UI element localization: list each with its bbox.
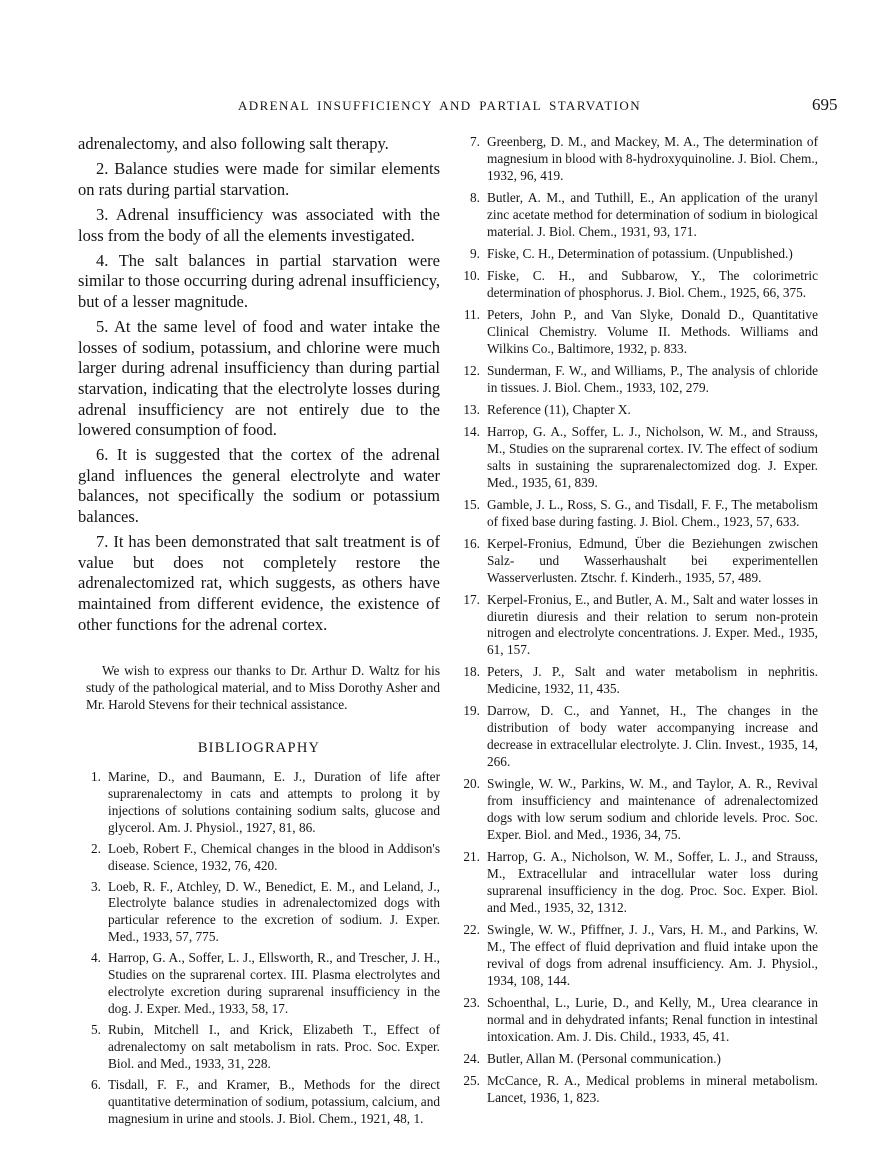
acknowledgment: We wish to express our thanks to Dr. Arthur D. Waltz for his study of the pathological material, and to Miss Dorothy Asher and Mr. Harold Stevens for their technical assistance.	[86, 663, 440, 713]
summary-continuation: adrenalectomy, and also following salt therapy.	[78, 134, 389, 153]
reference-number: 23.	[463, 994, 480, 1010]
reference-number: 5.	[91, 1022, 101, 1037]
reference-number: 25.	[463, 1072, 480, 1088]
reference-text: Marine, D., and Baumann, E. J., Duration of life after suprarenalectomy in cats and attempts to prolong it by injections of solutions containing sodium salts, glucose and glycerol. Am. J. Physiol., 1927, 81, 86.	[108, 768, 440, 835]
reference-item	[456, 922, 818, 990]
reference-text: Fiske, C. H., and Subbarow, Y., The colorimetric determination of phosphorus. J. Biol. Chem., 1925, 66, 375.	[487, 267, 818, 300]
left-column	[78, 134, 440, 1132]
reference-text: Swingle, W. W., Pfiffner, J. J., Vars, H. M., and Parkins, W. M., The effect of fluid deprivation and fluid intake upon the revival of dogs from adrenal insufficiency. Am. J. Physiol., 1934, 108, 144.	[487, 921, 818, 988]
reference-number: 10.	[463, 267, 480, 283]
right-column	[456, 134, 818, 1112]
summary-point: 7. It has been demonstrated that salt treatment is of value but does not completely restore the adrenalectomized rat, which suggests, as others have maintained from different evidence, the existence of other functions for the adrenal cortex.	[78, 532, 440, 634]
reference-list-right	[456, 134, 818, 1107]
summary-point: 2. Balance studies were made for similar elements on rats during partial starvation.	[78, 159, 440, 199]
reference-item	[78, 879, 440, 947]
reference-text: Sunderman, F. W., and Williams, P., The analysis of chloride in tissues. J. Biol. Chem., 1933, 102, 279.	[487, 362, 818, 395]
reference-item	[78, 950, 440, 1018]
reference-item	[78, 769, 440, 837]
summary-point: 3. Adrenal insufficiency was associated with the loss from the body of all the elements investigated.	[78, 204, 440, 245]
reference-number: 17.	[463, 591, 480, 607]
reference-number: 9.	[470, 245, 480, 261]
reference-number: 20.	[463, 776, 480, 792]
reference-item	[456, 363, 818, 397]
reference-text: Harrop, G. A., Nicholson, W. M., Soffer, L. J., and Strauss, M., Extracellular and intracellular water loss during suprarenal insufficiency in the dog. Proc. Soc. Exper. Biol. and Med., 1935, 32, 1312.	[487, 849, 818, 915]
summary-point: 5. At the same level of food and water intake the losses of sodium, potassium, and chlorine were much larger during adrenal insufficiency than during partial starvation, indicating that the electrolyte losses during adrenal insufficiency are not entirely due to the lowered consumption of food.	[78, 317, 440, 440]
reference-item	[456, 1051, 818, 1068]
reference-item	[78, 841, 440, 875]
reference-item	[456, 776, 818, 844]
reference-text: Butler, A. M., and Tuthill, E., An application of the uranyl zinc acetate method for determination of sodium in biological material. J. Biol. Chem., 1931, 93, 171.	[487, 189, 818, 239]
reference-number: 13.	[463, 401, 480, 417]
reference-number: 24.	[463, 1050, 480, 1066]
reference-item	[456, 703, 818, 771]
reference-number: 15.	[463, 496, 480, 512]
reference-number: 16.	[463, 535, 480, 551]
reference-item	[456, 849, 818, 917]
reference-item	[456, 497, 818, 531]
reference-text: Butler, Allan M. (Personal communication.)	[487, 1050, 721, 1066]
reference-item	[456, 995, 818, 1046]
reference-text: Gamble, J. L., Ross, S. G., and Tisdall, F. F., The metabolism of fixed base during fasting. J. Biol. Chem., 1923, 57, 633.	[487, 496, 818, 529]
reference-item	[456, 592, 818, 660]
reference-number: 21.	[463, 849, 480, 865]
reference-text: Schoenthal, L., Lurie, D., and Kelly, M., Urea clearance in normal and in dehydrated infants; Renal function in intestinal intoxication. Am. J. Dis. Child., 1933, 45, 41.	[487, 994, 818, 1044]
reference-item	[456, 246, 818, 263]
reference-text: Darrow, D. C., and Yannet, H., The changes in the distribution of body water accompanying increase and decrease in extracellular electrolyte. J. Clin. Invest., 1935, 14, 266.	[487, 703, 818, 770]
summary	[78, 134, 440, 635]
reference-text: Harrop, G. A., Soffer, L. J., Nicholson, W. M., and Strauss, M., Studies on the suprarenal cortex. IV. The effect of sodium salts in sustaining the suprarenalectomized dog. J. Exper. Med., 1935, 61, 839.	[487, 423, 818, 490]
reference-number: 14.	[463, 423, 480, 439]
reference-text: Peters, J. P., Salt and water metabolism in nephritis. Medicine, 1932, 11, 435.	[487, 664, 818, 697]
reference-number: 2.	[91, 840, 101, 856]
reference-item	[456, 664, 818, 698]
reference-number: 7.	[470, 134, 480, 149]
reference-number: 12.	[463, 362, 480, 378]
reference-item	[456, 268, 818, 302]
reference-number: 8.	[470, 189, 480, 205]
reference-text: Kerpel-Fronius, E., and Butler, A. M., Salt and water losses in diuretin diuresis and their relation to serum non-protein nitrogen and electrolyte concentrations. J. Exper. Med., 1935, 61, 157.	[487, 591, 818, 658]
reference-number: 1.	[91, 768, 101, 784]
reference-item	[78, 1022, 440, 1073]
reference-item	[456, 190, 818, 241]
reference-number: 6.	[91, 1076, 101, 1092]
reference-item	[456, 424, 818, 492]
reference-item	[456, 402, 818, 419]
reference-text: Tisdall, F. F., and Kramer, B., Methods for the direct quantitative determination of sodium, potassium, calcium, and magnesium in urine and stools. J. Biol. Chem., 1921, 48, 1.	[108, 1076, 440, 1126]
reference-text: Loeb, R. F., Atchley, D. W., Benedict, E. M., and Leland, J., Electrolyte balance studies in adrenalectomized dogs with particular reference to the excretion of sodium. J. Exper. Med., 1933, 57, 775.	[108, 878, 440, 945]
summary-point: 4. The salt balances in partial starvation were similar to those occurring during adrenal insufficiency, but of a lesser magnitude.	[78, 250, 440, 311]
reference-number: 22.	[463, 921, 480, 937]
reference-text: Greenberg, D. M., and Mackey, M. A., The determination of magnesium in blood with 8-hydroxyquinoline. J. Biol. Chem., 1932, 96, 419.	[487, 134, 818, 183]
reference-number: 18.	[463, 664, 480, 680]
reference-text: Rubin, Mitchell I., and Krick, Elizabeth T., Effect of adrenalectomy on salt metabolism in rats. Proc. Soc. Exper. Biol. and Med., 1933, 31, 228.	[108, 1022, 440, 1071]
reference-number: 3.	[91, 878, 101, 894]
reference-number: 11.	[463, 306, 480, 322]
summary-point: 6. It is suggested that the cortex of the adrenal gland influences the general electrolyte and water balances, not specifically the sodium or potassium balances.	[78, 445, 440, 527]
page-number: 695	[812, 95, 838, 114]
reference-text: Reference (11), Chapter X.	[487, 401, 631, 417]
reference-item	[456, 134, 818, 185]
reference-item	[78, 1077, 440, 1128]
reference-item	[456, 536, 818, 587]
reference-item	[456, 1073, 818, 1107]
reference-text: McCance, R. A., Medical problems in mineral metabolism. Lancet, 1936, 1, 823.	[487, 1072, 818, 1105]
reference-text: Swingle, W. W., Parkins, W. M., and Taylor, A. R., Revival from insufficiency and maintenance of adrenalectomized dogs with low serum sodium and chloride levels. Proc. Soc. Exper. Biol. and Med., 1936, 34, 75.	[487, 776, 818, 842]
reference-text: Harrop, G. A., Soffer, L. J., Ellsworth, R., and Trescher, J. H., Studies on the suprarenal cortex. III. Plasma electrolytes and electrolyte excretion during suprarenal insufficiency in the dog. J. Exper. Med., 1933, 58, 17.	[108, 950, 440, 1016]
reference-number: 19.	[463, 703, 480, 719]
reference-text: Peters, John P., and Van Slyke, Donald D., Quantitative Clinical Chemistry. Volume II. Methods. Williams and Wilkins Co., Baltimore, 1932, p. 833.	[487, 306, 818, 356]
running-head: ADRENAL INSUFFICIENCY AND PARTIAL STARVATION	[238, 98, 641, 113]
reference-item	[456, 307, 818, 358]
reference-text: Fiske, C. H., Determination of potassium. (Unpublished.)	[487, 245, 793, 261]
reference-text: Kerpel-Fronius, Edmund, Über die Beziehungen zwischen Salz- und Wasserhaushalt bei experimentellen Wasserverlusten. Ztschr. f. Kinderh., 1935, 57, 489.	[487, 535, 818, 585]
bibliography-heading: BIBLIOGRAPHY	[197, 739, 321, 756]
reference-text: Loeb, Robert F., Chemical changes in the blood in Addison's disease. Science, 1932, 76, 420.	[108, 840, 440, 873]
reference-list-left	[78, 769, 440, 1128]
reference-number: 4.	[91, 950, 101, 966]
